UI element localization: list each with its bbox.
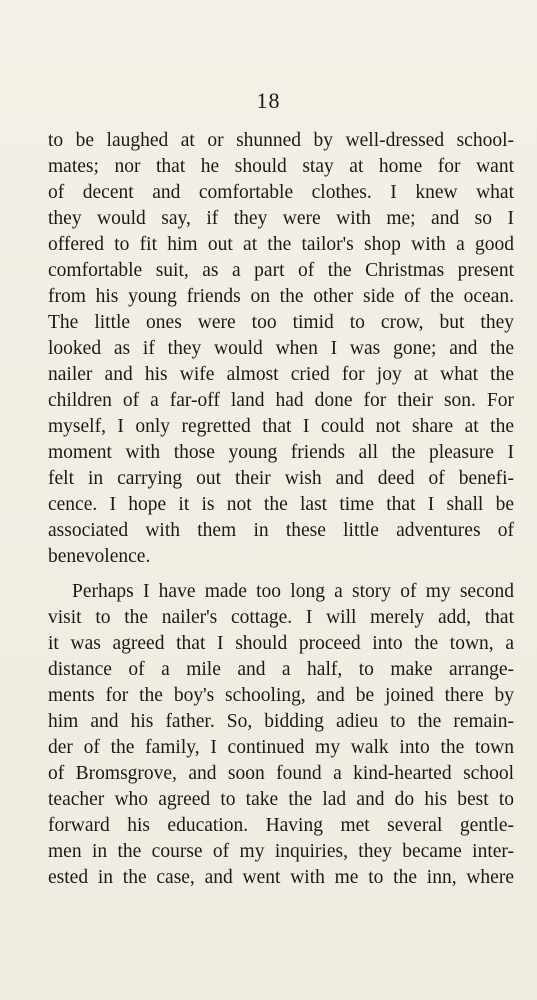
text-line: it was agreed that I should proceed into the town, a bbox=[48, 633, 514, 654]
text-line: teacher who agreed to take the lad and do his best to bbox=[48, 789, 514, 810]
text-line: him and his father. So, bidding adieu to the remain- bbox=[48, 711, 514, 732]
body-text bbox=[48, 128, 514, 891]
text-line: visit to the nailer's cottage. I will merely add, that bbox=[48, 607, 514, 628]
text-line: der of the family, I continued my walk into the town bbox=[48, 737, 514, 758]
paragraph-2 bbox=[48, 579, 514, 891]
text-line: benevolence. bbox=[48, 546, 151, 567]
text-line: of decent and comfortable clothes. I knew what bbox=[48, 182, 514, 203]
text-line: to be laughed at or shunned by well-dressed school- bbox=[48, 130, 514, 151]
text-line: men in the course of my inquiries, they became inter- bbox=[48, 841, 514, 862]
text-line: mates; nor that he should stay at home for want bbox=[48, 156, 514, 177]
paragraph-1 bbox=[48, 128, 514, 570]
text-line: The little ones were too timid to crow, but they bbox=[48, 312, 514, 333]
text-line: they would say, if they were with me; and so I bbox=[48, 208, 514, 229]
paragraph-gap bbox=[48, 570, 514, 579]
text-line: nailer and his wife almost cried for joy at what the bbox=[48, 364, 514, 385]
text-line: children of a far-off land had done for their son. For bbox=[48, 390, 514, 411]
text-line: of Bromsgrove, and soon found a kind-hearted school bbox=[48, 763, 514, 784]
text-line: felt in carrying out their wish and deed of benefi- bbox=[48, 468, 514, 489]
text-line: offered to fit him out at the tailor's shop with a good bbox=[48, 234, 514, 255]
text-line: forward his education. Having met several gentle- bbox=[48, 815, 514, 836]
text-line: from his young friends on the other side of the ocean. bbox=[48, 286, 514, 307]
text-line: distance of a mile and a half, to make arrange- bbox=[48, 659, 514, 680]
text-line: associated with them in these little adventures of bbox=[48, 520, 514, 541]
page-number: 18 bbox=[256, 88, 281, 113]
text-line: comfortable suit, as a part of the Christmas present bbox=[48, 260, 514, 281]
text-line: looked as if they would when I was gone; and the bbox=[48, 338, 514, 359]
text-line: myself, I only regretted that I could not share at the bbox=[48, 416, 514, 437]
text-line: Perhaps I have made too long a story of my second bbox=[72, 581, 514, 602]
text-line: cence. I hope it is not the last time that I shall be bbox=[48, 494, 514, 515]
text-line: moment with those young friends all the pleasure I bbox=[48, 442, 514, 463]
text-line: ments for the boy's schooling, and be joined there by bbox=[48, 685, 514, 706]
text-line: ested in the case, and went with me to the inn, where bbox=[48, 867, 514, 888]
